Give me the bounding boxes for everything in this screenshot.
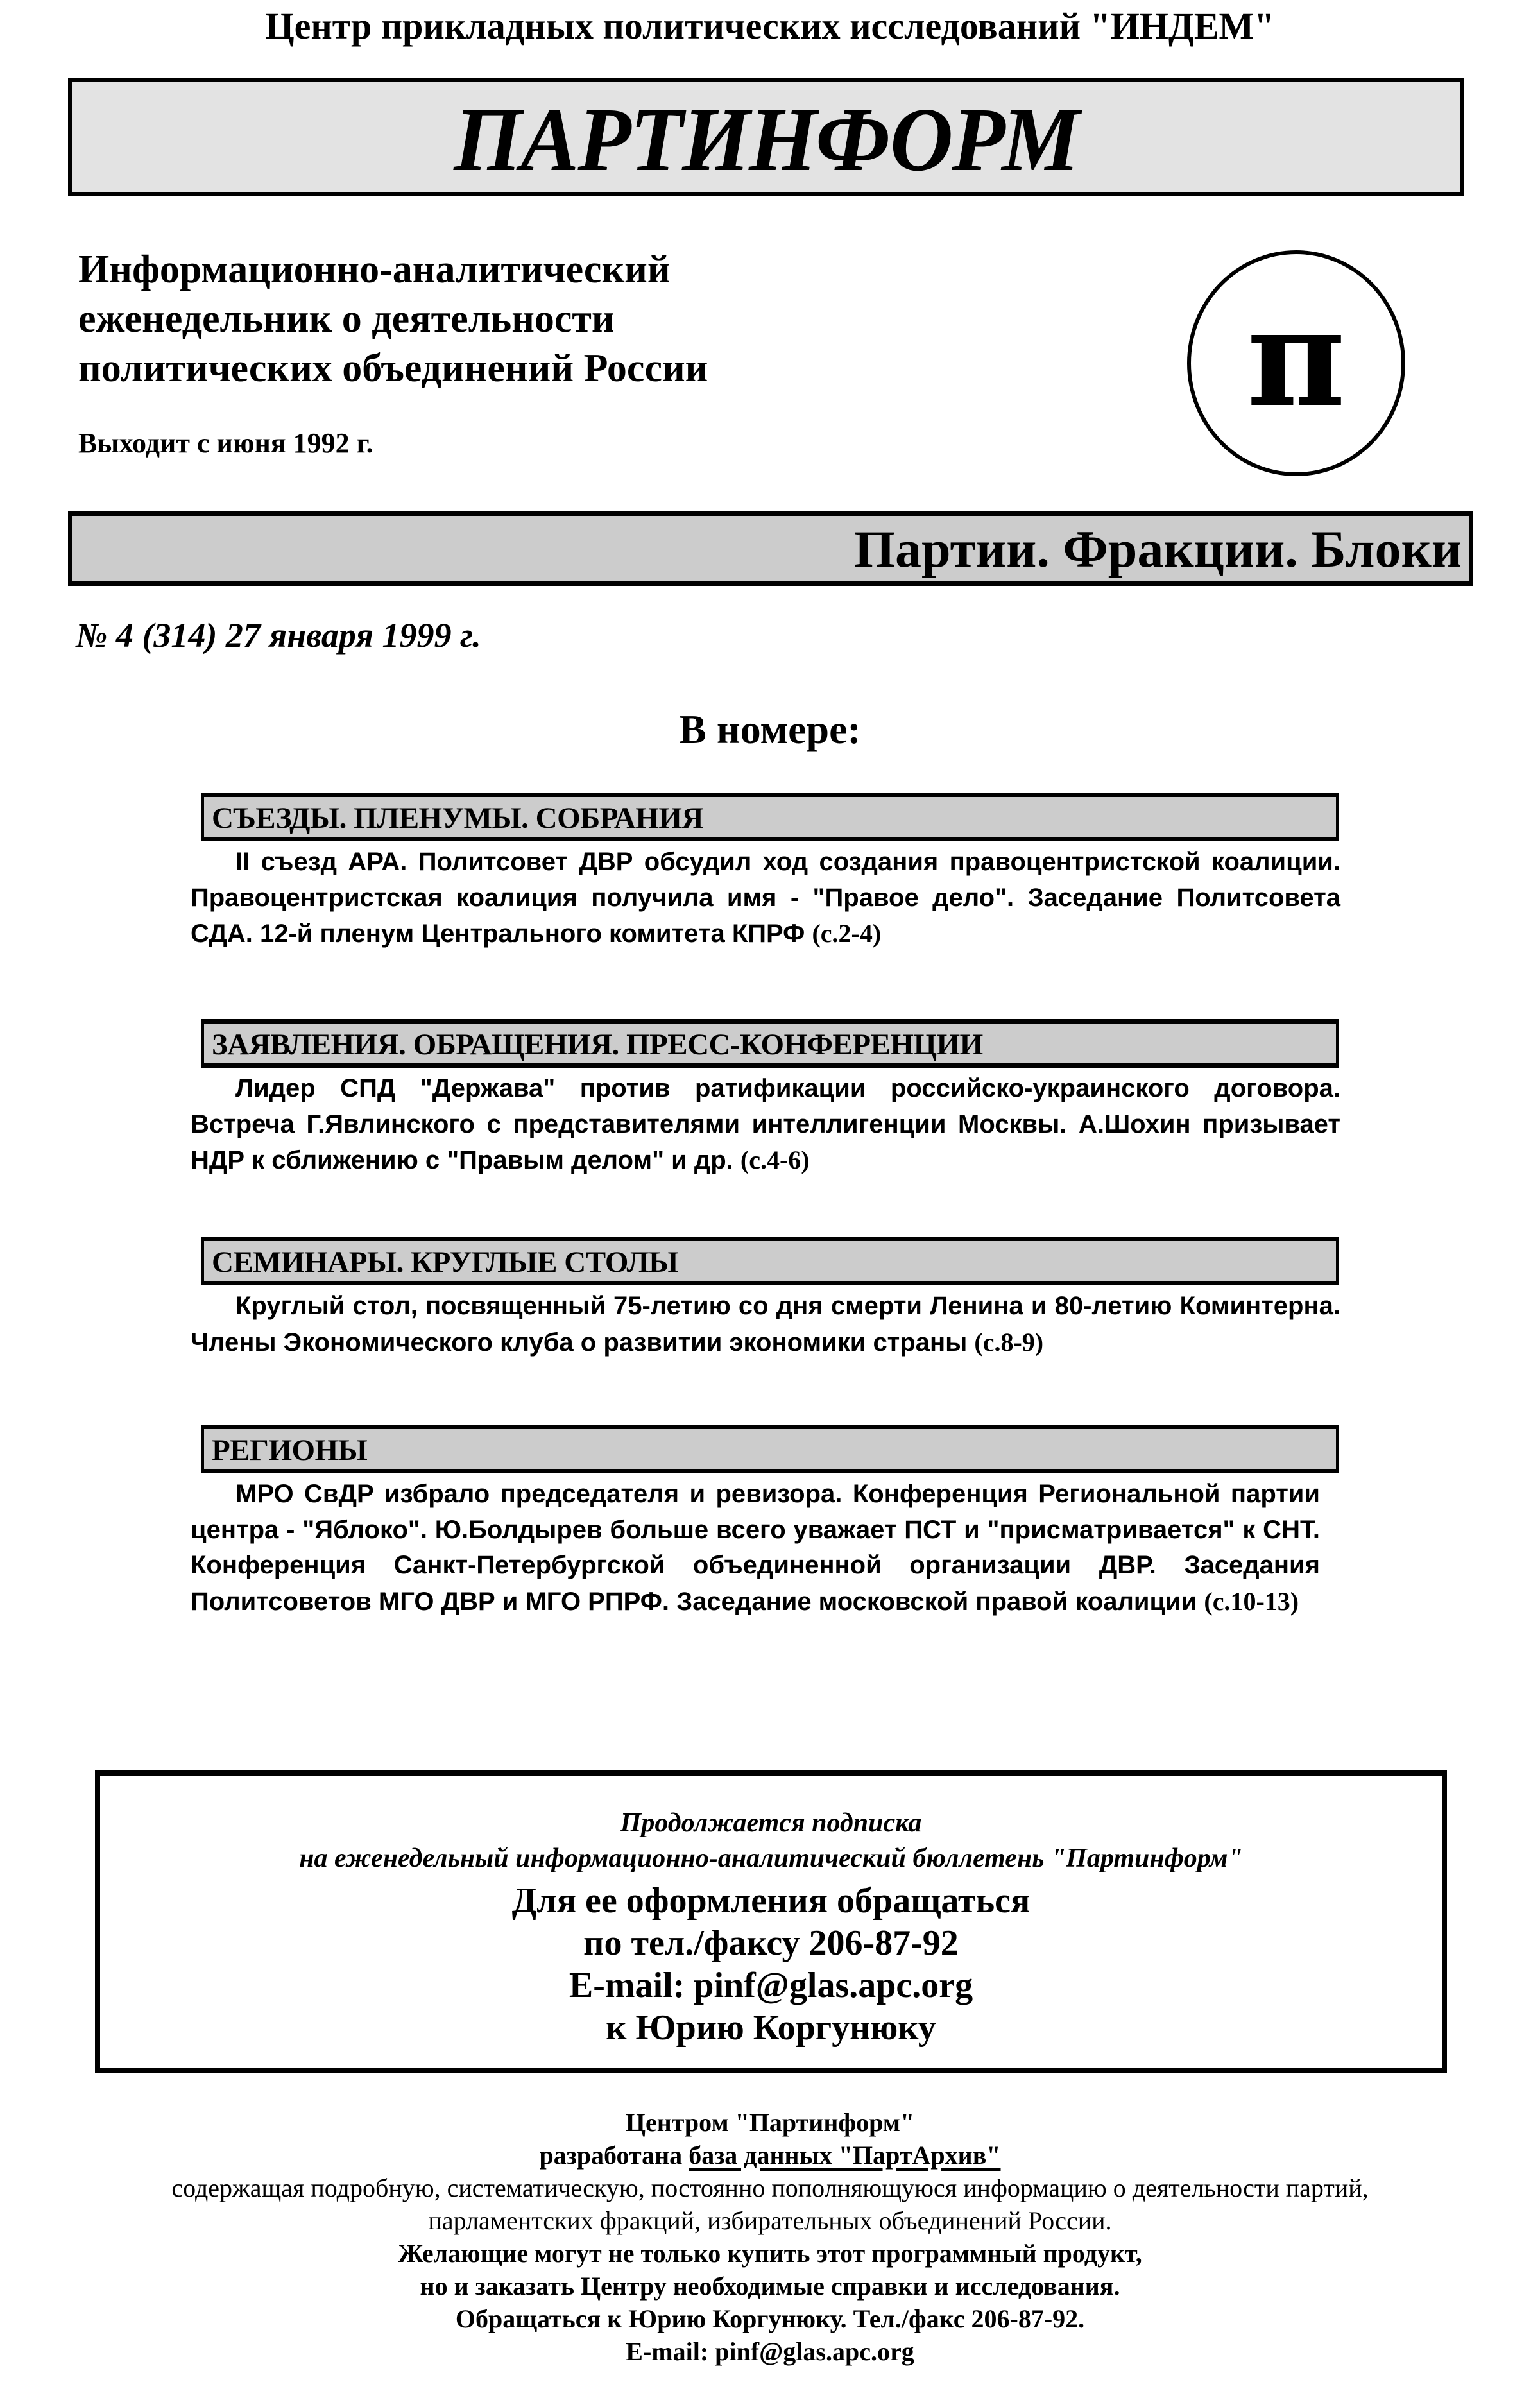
subscription-email[interactable]: E-mail: pinf@glas.apc.org (569, 1966, 973, 2005)
section-heading: РЕГИОНЫ (212, 1434, 368, 1467)
section-heading-box (201, 1019, 1339, 1068)
section-text: Лидер СПД "Держава" против ратификации российско-украинского договора. Встреча Г.Явлинского с представителями интеллигенции Москвы. А.Шохин призывает НДР к сближению с "Правым делом" и др. (191, 1074, 1340, 1174)
subscription-box (95, 1770, 1447, 2073)
footer-line-6: но и заказать Центру необходимые справки и исследования. (420, 2272, 1120, 2301)
section-text: МРО СвДР избрало председателя и ревизора. Конференция Региональной партии центра - "Яблоко". Ю.Болдырев больше всего уважает ПСТ и "присматривается" к СНТ. Конференция Санкт-Петербургской объединенной организации ДВР. Заседания Политсоветов МГО ДВР и МГО РПРФ. Заседание московской правой коалиции (191, 1480, 1320, 1616)
section-summary (191, 1071, 1340, 1179)
subtitle-line-1: Информационно-аналитический (78, 248, 671, 291)
section-heading: ЗАЯВЛЕНИЯ. ОБРАЩЕНИЯ. ПРЕСС-КОНФЕРЕНЦИИ (212, 1028, 983, 1061)
section-summary (191, 1477, 1320, 1620)
subscription-line-3: Для ее оформления обращаться (511, 1881, 1031, 1921)
publication-since: Выходит с июня 1992 г. (78, 427, 373, 459)
footer-line-2 (0, 2139, 1540, 2172)
page-reference: (с.4-6) (740, 1145, 810, 1174)
section-summary (191, 1289, 1340, 1360)
footer (0, 2106, 1540, 2368)
issue-number: № 4 (314) 27 января 1999 г. (76, 616, 481, 655)
subscription-line-6: к Юрию Коргунюку (606, 2008, 936, 2048)
footer-line-5: Желающие могут не только купить этот программный продукт, (398, 2239, 1142, 2268)
footer-line-7: Обращаться к Юрию Коргунюку. Тел./факс 206-87-92. (455, 2304, 1085, 2333)
subtitle-line-2: еженедельник о деятельности (78, 297, 615, 341)
masthead-title: ПАРТИНФОРМ (454, 89, 1079, 190)
section-heading: СЕМИНАРЫ. КРУГЛЫЕ СТОЛЫ (212, 1246, 678, 1279)
footer-line-4: парламентских фракций, избирательных объединений России. (428, 2206, 1112, 2235)
subscription-line-1: Продолжается подписка (620, 1808, 922, 1838)
masthead-title-box (68, 78, 1464, 196)
section-heading-box (201, 1237, 1339, 1285)
pi-glyph: π (1247, 278, 1346, 437)
section-heading: СЪЕЗДЫ. ПЛЕНУМЫ. СОБРАНИЯ (212, 801, 703, 835)
page-reference: (с.2-4) (812, 919, 882, 948)
subtitle-line-3: политических объединений России (78, 347, 708, 390)
footer-line-1: Центром "Партинформ" (625, 2108, 915, 2137)
section-text: Круглый стол, посвященный 75-летию со дня смерти Ленина и 80-летию Коминтерна. Члены Экономического клуба о развитии экономики страны (191, 1292, 1340, 1357)
subscription-line-2: на еженедельный информационно-аналитический бюллетень "Партинформ" (299, 1844, 1243, 1873)
footer-line-3: содержащая подробную, систематическую, постоянно пополняющуюся информацию о деятельности партий, (171, 2173, 1369, 2202)
organization-header: Центр прикладных политических исследований "ИНДЕМ" (265, 5, 1275, 47)
section-heading-box (201, 793, 1339, 841)
page-reference: (с.8-9) (974, 1327, 1044, 1357)
rubric-title: Партии. Фракции. Блоки (854, 520, 1462, 578)
footer-email[interactable]: E-mail: pinf@glas.apc.org (626, 2337, 914, 2366)
footer-line-2-prefix: разработана (539, 2141, 689, 2170)
section-heading-box (201, 1425, 1339, 1473)
page-reference: (с.10-13) (1204, 1586, 1299, 1616)
pi-logo-icon (1187, 250, 1405, 476)
partarchive-database-link[interactable]: база данных "ПартАрхив" (689, 2141, 1001, 2170)
section-text: II съезд АРА. Политсовет ДВР обсудил ход создания правоцентристской коалиции. Правоцентристская коалиция получила имя - "Правое дело". Заседание Политсовета СДА. 12-й пленум Центрального комитета КПРФ (191, 848, 1340, 948)
section-summary (191, 844, 1340, 952)
rubric-bar (68, 511, 1473, 586)
subscription-line-4: по тел./факсу 206-87-92 (583, 1923, 959, 1963)
contents-title: В номере: (679, 707, 861, 752)
